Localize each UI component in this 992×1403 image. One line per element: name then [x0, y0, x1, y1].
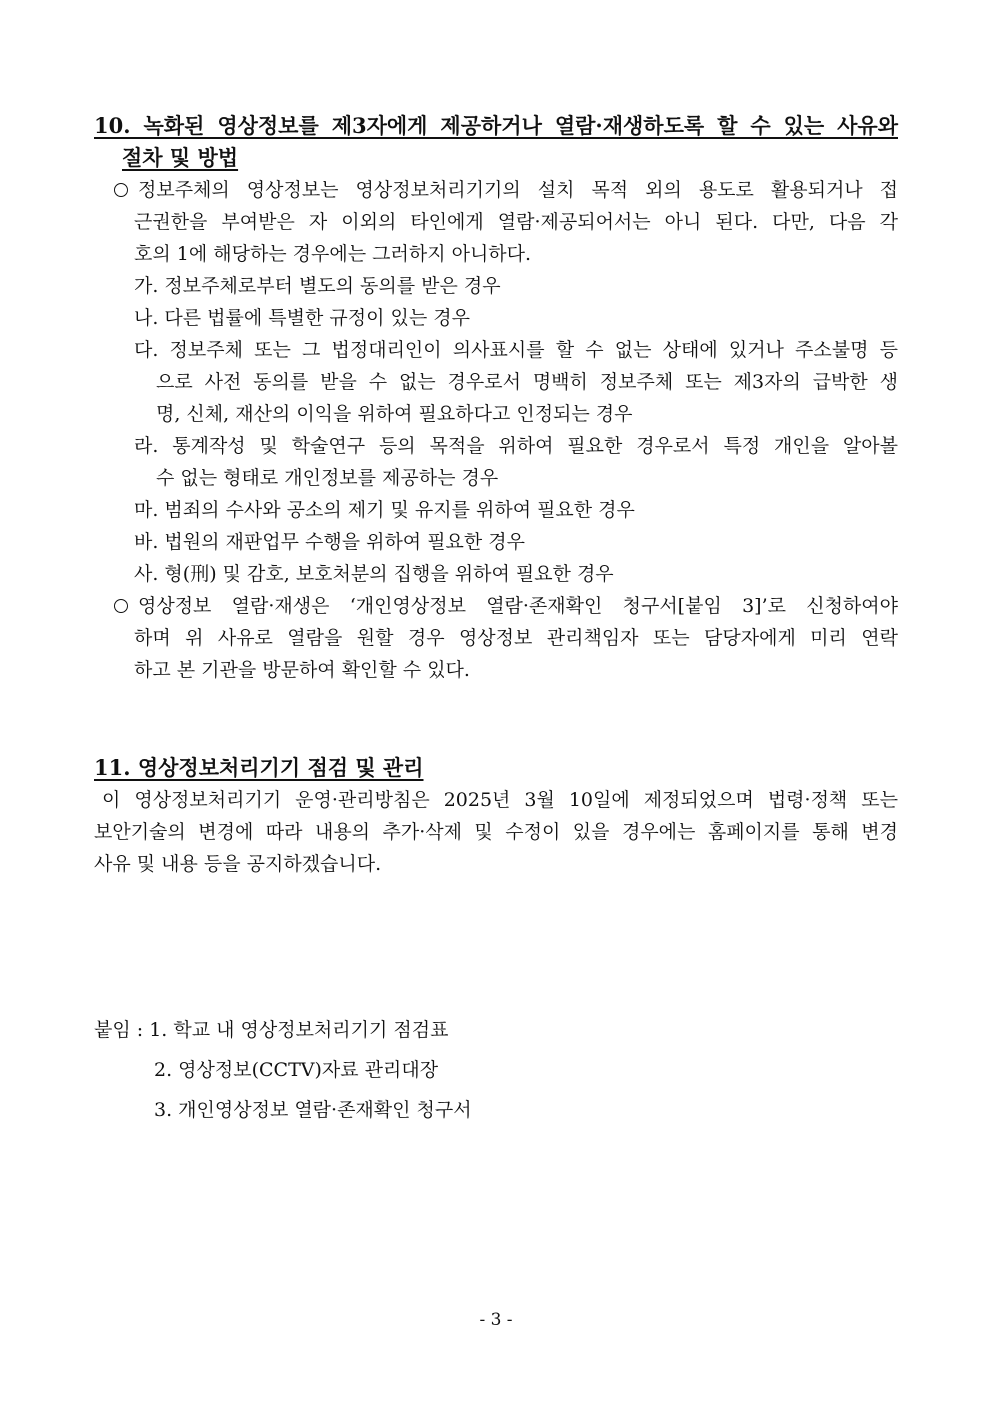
section-11-para-line-2: 보안기술의 변경에 따라 내용의 추가·삭제 및 수정이 있을 경우에는 홈페이지를 통해 변경 [94, 821, 898, 843]
section-11-heading: 11. 영상정보처리기기 점검 및 관리 [94, 755, 424, 780]
section-11-para-line-1: 이 영상정보처리기기 운영·관리방침은 2025년 3월 10일에 제정되었으며 법령·정책 또는 [102, 789, 898, 811]
section-11-para-line-3: 사유 및 내용 등을 공지하겠습니다. [94, 853, 382, 875]
page-number: - 3 - [479, 1310, 513, 1330]
item-ga: 가. 정보주체로부터 별도의 동의를 받은 경우 [134, 275, 501, 297]
bullet-1-line-2: 근권한을 부여받은 자 이외의 타인에게 열람·제공되어서는 아니 된다. 다만, 다음 각 [134, 211, 898, 233]
bullet-2-line-2: 하며 위 사유로 열람을 원할 경우 영상정보 관리책임자 또는 담당자에게 미리 연락 [134, 627, 898, 649]
bullet-1-line-1: 정보주체의 영상정보는 영상정보처리기기의 설치 목적 외의 용도로 활용되거나 접 [94, 174, 898, 206]
attachment-label: 붙임 : [94, 1019, 150, 1041]
section-10-heading-cont: 절차 및 방법 [122, 145, 239, 170]
circle-bullet-icon [114, 599, 128, 613]
section-10-heading: 10. 녹화된 영상정보를 제3자에게 제공하거나 열람·재생하도록 할 수 있는 사유와 [94, 113, 898, 138]
section-gap [94, 686, 898, 752]
attachment-item-2: 2. 영상정보(CCTV)자료 관리대장 [154, 1059, 439, 1081]
document-page [94, 110, 898, 1130]
item-sa: 사. 형(刑) 및 감호, 보호처분의 집행을 위하여 필요한 경우 [134, 563, 614, 585]
bullet-2-line-1: 영상정보 열람·재생은 ‘개인영상정보 열람·존재확인 청구서[붙임 3]’로 신청하여야 [94, 590, 898, 622]
item-ma: 마. 범죄의 수사와 공소의 제기 및 유지를 위하여 필요한 경우 [134, 499, 635, 521]
attachment-item-1: 붙임 : 1. 학교 내 영상정보처리기기 점검표 [94, 1019, 449, 1041]
item-da-line-3: 명, 신체, 재산의 이익을 위하여 필요하다고 인정되는 경우 [156, 403, 633, 425]
item-da-line-1: 다. 정보주체 또는 그 법정대리인이 의사표시를 할 수 없는 상태에 있거나 주소불명 등 [134, 339, 898, 361]
item-ra-line-1: 라. 통계작성 및 학술연구 등의 목적을 위하여 필요한 경우로서 특정 개인을 알아볼 [134, 435, 898, 457]
item-na: 나. 다른 법률에 특별한 규정이 있는 경우 [134, 307, 470, 329]
attachment-item-3: 3. 개인영상정보 열람·존재확인 청구서 [154, 1099, 472, 1121]
bullet-2-line-3: 하고 본 기관을 방문하여 확인할 수 있다. [134, 659, 470, 681]
item-ba: 바. 법원의 재판업무 수행을 위하여 필요한 경우 [134, 531, 526, 553]
item-da-line-2: 으로 사전 동의를 받을 수 없는 경우로서 명백히 정보주체 또는 제3자의 급박한 생 [156, 371, 898, 393]
attachment-gap [94, 880, 898, 1010]
item-ra-line-2: 수 없는 형태로 개인정보를 제공하는 경우 [156, 467, 499, 489]
circle-bullet-icon [114, 183, 128, 197]
bullet-1-line-3: 호의 1에 해당하는 경우에는 그러하지 아니하다. [134, 243, 532, 265]
